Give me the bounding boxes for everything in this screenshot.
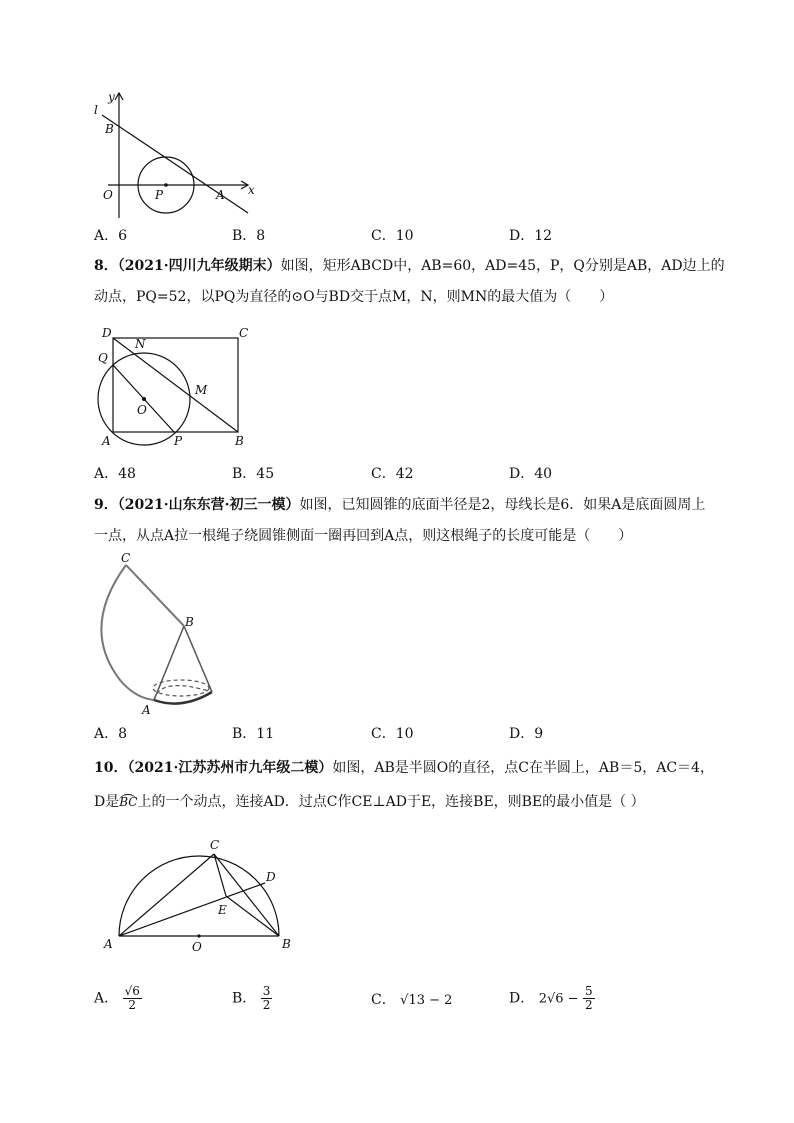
chord-cb xyxy=(214,854,279,936)
q8-option-a[interactable]: A．48 xyxy=(94,466,136,482)
center-o xyxy=(142,397,146,401)
q10-text-2b: 上的一个动点，连接AD．过点C作CE⊥AD于E，连接BE，则BE的最小值是（ ） xyxy=(137,794,645,810)
label-q: Q xyxy=(98,351,108,365)
q10-option-b[interactable] xyxy=(232,985,272,1012)
label-p: P xyxy=(174,434,183,448)
q7-option-a[interactable]: A．6 xyxy=(94,228,128,244)
q9-source: （2021·山东东营·初三一模） xyxy=(117,497,300,513)
q7-figure xyxy=(90,90,260,225)
label-o: O xyxy=(137,403,147,417)
q10-option-c-prefix: C． xyxy=(371,992,396,1008)
label-c: C xyxy=(210,838,220,852)
line-l xyxy=(102,115,248,213)
q10-source: （2021·江苏苏州市九年级二模） xyxy=(127,760,333,776)
label-o: O xyxy=(192,940,202,954)
q8-option-c[interactable]: C．42 xyxy=(371,466,414,482)
q8-source: （2021·四川九年级期末） xyxy=(117,258,281,274)
q10-option-c-expr: √13 − 2 xyxy=(400,993,453,1008)
cone-base-front xyxy=(154,692,212,704)
q10-option-a[interactable] xyxy=(94,985,142,1012)
q9-text-1: 如图，已知圆锥的底面半径是2，母线长是6．如果A是底面圆周上 xyxy=(299,497,706,513)
center-p xyxy=(164,183,168,187)
label-y: y xyxy=(108,90,115,104)
label-b: B xyxy=(282,937,291,951)
label-o: O xyxy=(103,188,113,202)
q9-line2: 一点，从点A拉一根绳子绕圆锥侧面一圈再回到A点，则这根绳子的长度可能是（ ） xyxy=(94,528,633,544)
q10-option-c[interactable] xyxy=(371,992,452,1009)
label-c: C xyxy=(239,326,249,340)
cone-left-side xyxy=(154,626,184,700)
rope-path xyxy=(153,680,209,696)
q9-option-d[interactable]: D．9 xyxy=(509,726,544,742)
q7-option-c[interactable]: C．10 xyxy=(371,228,414,244)
q8-number: 8． xyxy=(94,258,118,274)
label-a: A xyxy=(142,703,151,717)
label-m: M xyxy=(195,383,208,397)
q9-option-b[interactable]: B．11 xyxy=(232,726,275,742)
q7-option-d[interactable]: D．12 xyxy=(509,228,553,244)
label-x: x xyxy=(248,183,255,197)
q10-arc-bc: BC xyxy=(119,795,138,809)
q9-number: 9． xyxy=(94,497,118,513)
q10-option-d-expr: 2√6 − xyxy=(538,991,579,1007)
q10-figure xyxy=(95,833,305,958)
q10-line2 xyxy=(94,794,645,810)
label-d: D xyxy=(266,870,276,884)
label-a: A xyxy=(216,188,225,202)
label-e: E xyxy=(218,903,227,917)
label-b: B xyxy=(235,434,244,448)
q8-line1 xyxy=(94,258,725,274)
q8-text-1: 如图，矩形ABCD中，AB=60，AD=45，P，Q分别是AB，AD边上的 xyxy=(280,258,725,274)
q8-line2: 动点，PQ=52，以PQ为直径的⊙O与BD交于点M，N，则MN的最大值为（ ） xyxy=(94,289,614,305)
q9-figure xyxy=(90,548,230,718)
q10-text-2a: D是 xyxy=(94,794,120,810)
label-b: B xyxy=(105,122,114,136)
q9-option-c[interactable]: C．10 xyxy=(371,726,414,742)
q8-option-b[interactable]: B．45 xyxy=(232,466,275,482)
sector-edge-cb xyxy=(126,565,184,626)
q10-option-b-fraction: $\frac{3}{2}$ xyxy=(262,984,271,1012)
q9-option-a[interactable]: A．8 xyxy=(94,726,128,742)
q10-option-d-prefix: D． xyxy=(509,990,535,1007)
q7-option-b[interactable]: B．8 xyxy=(232,228,266,244)
q8-figure xyxy=(92,322,262,452)
q10-option-d[interactable] xyxy=(509,985,595,1012)
label-d: D xyxy=(102,326,112,340)
label-l: l xyxy=(94,103,98,117)
q8-option-d[interactable]: D．40 xyxy=(509,466,553,482)
label-b: B xyxy=(185,615,194,629)
label-a: A xyxy=(102,434,111,448)
label-n: N xyxy=(135,337,146,351)
q9-line1 xyxy=(94,497,705,513)
label-c: C xyxy=(121,551,131,565)
q10-option-a-prefix: A． xyxy=(94,990,119,1007)
label-a: A xyxy=(104,937,113,951)
q10-option-b-prefix: B． xyxy=(232,990,257,1007)
q10-line1 xyxy=(94,760,714,776)
q10-option-a-fraction: $\frac{√6}{2}$ xyxy=(124,984,140,1012)
chord-ac xyxy=(119,854,214,936)
q10-number: 10． xyxy=(94,760,128,776)
label-p: P xyxy=(155,188,164,202)
q10-text-1: 如图，AB是半圆O的直径，点C在半圆上，AB＝5，AC＝4， xyxy=(332,760,714,776)
q10-option-d-fraction: $\frac{5}{2}$ xyxy=(585,984,593,1012)
semicircle xyxy=(119,856,279,936)
center-o xyxy=(197,934,200,937)
